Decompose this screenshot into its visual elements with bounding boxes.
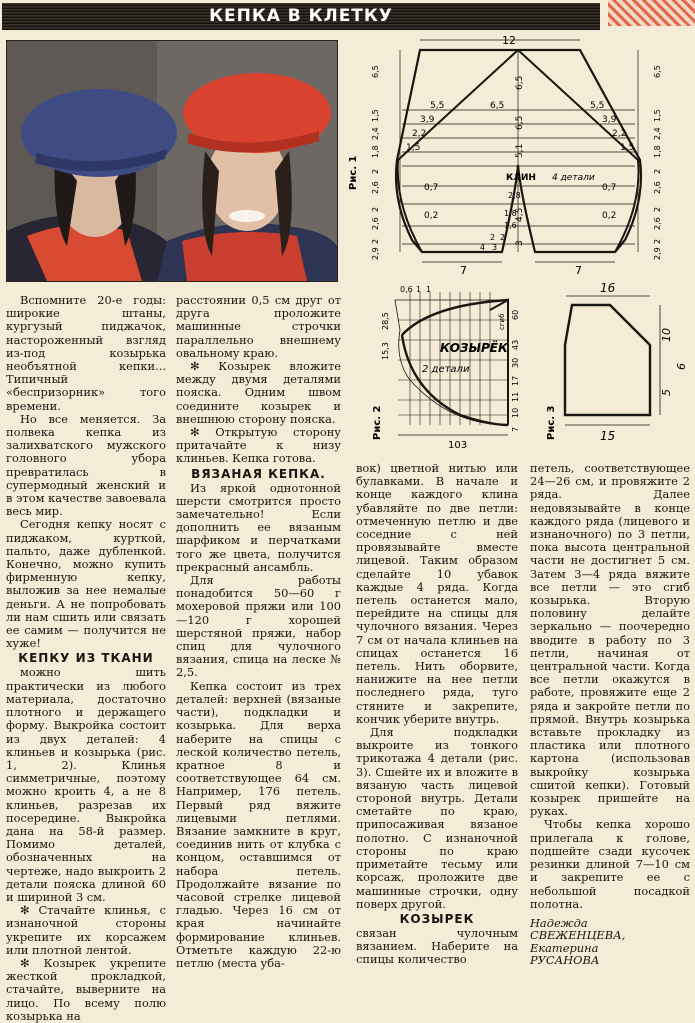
fig1-left-1: 1,5	[371, 109, 380, 122]
fig2-right-2: 30	[511, 357, 520, 368]
fig2-left-0: 28,5	[381, 312, 390, 330]
fig1-right-7: 2,6	[653, 217, 662, 230]
author-line: СВЕЖЕНЦЕВА,	[530, 928, 626, 943]
paragraph: Для работы понадобится 50—60 г мохеровой пряжи или 100—120 г хорошей шерстяной пряжи, набор спиц для чулочного вязания, спица на леске № 2,5.	[176, 573, 341, 680]
fig3-bottom: 15	[600, 429, 616, 443]
fig2-detail-label: 2 детали	[422, 364, 470, 375]
paragraph: Сегодня кепку носят с пиджаком, курткой, пальто, даже дубленкой. Конечно, можно купить фирменную кепку, выложив за нее немалые деньги. А не попробовать ли нам сшить или связать ее самим — получится не хуже!	[6, 517, 166, 651]
paragraph: Чтобы кепка хорошо прилегала к голове, подшейте сзади кусочек резинки длиной 7—10 см и закрепите ее с небольшой посадкой полотна.	[530, 817, 690, 911]
fig2-label: Рис. 2	[372, 405, 383, 440]
decorative-corner	[608, 0, 695, 26]
fig1-row1-l: 3,9	[420, 115, 435, 125]
fig1-detail-label: 4 детали	[552, 173, 595, 183]
fig3-label: Рис. 3	[546, 405, 557, 440]
fig1-right-9: 2,9	[653, 247, 662, 260]
photo-illustration	[7, 41, 337, 281]
fig1-left-6: 2	[371, 206, 380, 212]
fig3-right-top: 10	[660, 328, 673, 342]
paragraph: Вспомните 20-е годы: широкие штаны, кургузый пиджачок, настороженный взгляд из-под козырька необъятной кепки... Типичный «беспризорник» того времени.	[6, 293, 166, 413]
section-heading-fabric: КЕПКУ ИЗ ТКАНИ	[18, 651, 154, 666]
section-heading-knitted: ВЯЗАНАЯ КЕПКА.	[191, 466, 326, 481]
fig3-top: 16	[600, 281, 616, 295]
paragraph: ✻ Козырек вложите между двумя деталями пояска. Одним швом соедините козырек и внешнюю сторону пояска.	[176, 359, 341, 426]
fig1-right-6: 2	[653, 206, 662, 212]
fig1-label: Рис. 1	[348, 155, 359, 190]
fig2-left-1: 15,3	[381, 342, 390, 360]
fig2-name: КОЗЫРЁК	[440, 341, 508, 355]
paragraph: ✻ Стачайте клинья, с изнаночной стороны укрепите их корсажем или плотной лентой.	[6, 903, 166, 957]
fig1-left-4: 2	[371, 168, 380, 174]
fig1-right-2: 2,4	[653, 127, 662, 140]
fig1-right-0: 6,5	[653, 65, 662, 78]
paragraph: Для подкладки выкроите из тонкого трикотажа 4 детали (рис. 3). Сшейте их и вложите в вязаную часть лицевой стороной внутрь. Детали сметайте по краю, припосаживая вязаное полотно. С изнаночной стороны по краю приметайте тесьму или корсаж, проложите две машинные строчки, одну поверх другой.	[356, 725, 518, 911]
fig1-row1-r: 3,9	[602, 115, 617, 125]
fig2-fold: сгиб	[498, 313, 506, 330]
photo-two-women-in-caps	[6, 40, 338, 282]
right-scarf	[182, 232, 307, 281]
text-column-3	[356, 462, 518, 967]
fig1-row3-r: 1,5	[620, 143, 635, 153]
fig2-right-3: 17	[511, 375, 520, 386]
fig1-right-4: 2	[653, 168, 662, 174]
fig1-left-0: 6,5	[371, 65, 380, 78]
fig2-right-4: 11	[511, 391, 520, 402]
fig2-top-0: 0,6	[400, 285, 413, 294]
paragraph: расстоянии 0,5 см друг от друга проложите машинные строчки параллельно внешнему овальному краю.	[176, 293, 341, 360]
text-column-4	[530, 462, 690, 967]
fig1-left-9: 2,9	[371, 247, 380, 260]
text-column-1	[6, 294, 166, 1023]
pattern-drawings	[340, 30, 695, 460]
paragraph: вок) цветной нитью или булавками. В начале и конце каждого клина убавляйте по две петли: отмеченную петлю и две соседние с ней провязывайте вместе лицевой. Таким образом сделайте 10 убавок каждые 4 ряда. Когда петель останется мало, перейдите на спицы для чулочного вязания. Через 7 см от начала клиньев на спицах останется 16 петель. Нить оборвите, нанижите на нее петли последнего ряда, туго стяните и закрепите, кончик уберите внутрь.	[356, 461, 518, 726]
fig1-left-8: 2	[371, 238, 380, 244]
fig1-row0-m: 6,5	[490, 101, 505, 111]
paragraph: Но все меняется. За полвека кепка из залихватского мужского головного убора превратилась в супермодный женский и в этом качестве завоевала весь мир.	[6, 411, 166, 519]
fig1-center-2: 5,1	[515, 143, 525, 158]
fig1-left-5: 2,6	[371, 181, 380, 194]
fig2-right-0: 60	[511, 309, 520, 320]
page-title: КЕПКА В КЛЕТКУ	[209, 6, 393, 26]
author-line: Екатерина	[530, 940, 599, 955]
fig1-row2-l: 2,2	[412, 129, 427, 139]
author-line: РУСАНОВА	[530, 953, 600, 968]
fig1-bottom-left: 7	[460, 264, 467, 277]
fig1-right-3: 1,8	[653, 145, 662, 158]
section-heading-visor: КОЗЫРЕК	[399, 911, 475, 926]
fig1-wedge-3: 2	[500, 233, 506, 242]
paragraph: можно шить практически из любого материала, достаточно плотного и держащего форму. Выкройка состоит из двух деталей: 4 клиньев и козырька (рис. 1, 2). Клинья симметричные, поэтому можно кроить 4, а не 8 клиньев, разрезав их посередине. Выкройка дана на 58-й размер. Помимо деталей, обозначенных на чертеже, надо выкроить 2 детали пояска длиной 60 и шириной 3 см.	[6, 665, 166, 904]
fig1-row0-r: 5,5	[590, 101, 605, 111]
paragraph: связан чулочным вязанием. Наберите на спицы количество	[356, 925, 518, 967]
fig1-inner-0: 0,7	[424, 183, 439, 193]
fig1-center-0: 6,5	[515, 75, 525, 90]
fig1-wedge-5: 3	[492, 243, 498, 252]
fig1-left-3: 1,8	[371, 145, 380, 158]
fig1-inner-3: 0,2	[602, 211, 617, 221]
author-line: Надежда	[530, 915, 588, 930]
fig2-top-2: 1	[426, 285, 432, 294]
fig1-wedge-4: 2	[490, 233, 496, 242]
fig1-wedge-6: 4	[480, 243, 486, 252]
fig1-right-8: 2	[653, 238, 662, 244]
fig2-right-1: 43	[511, 339, 520, 350]
paragraph: ✻ Открытую сторону притачайте к низу клиньев. Кепка готова.	[176, 425, 341, 466]
fig2-right-5: 10	[511, 407, 520, 418]
fig2-top-1: 1	[416, 285, 422, 294]
fig1-row0-l: 5,5	[430, 101, 445, 111]
fig1-left-2: 2,4	[371, 127, 380, 140]
fig2-right-6: 7	[511, 426, 520, 432]
paragraph: ✻ Козырек укрепите жесткой прокладкой, стачайте, выверните на лицо. По всему полю козырька на	[6, 955, 166, 1023]
fig3-right-bottom: 5	[660, 389, 673, 396]
author-signature	[530, 917, 690, 967]
fig1-top-width: 12	[502, 34, 516, 47]
fig1-wedge-2: 1,6	[504, 221, 517, 230]
fig1-left-7: 2,6	[371, 217, 380, 230]
figure3-lining	[565, 305, 650, 415]
fig1-wedge-1: 1,8	[504, 209, 517, 218]
fig1-wedge-0: 2,8	[508, 191, 521, 200]
fig1-klin-label: КЛИН	[506, 173, 536, 183]
fig2-bottom: 103	[448, 440, 468, 451]
paragraph: петель, соответствующее 24—26 см, и провяжите 2 ряда. Далее недовязывайте в конце каждого ряда (лицевого и изнаночного) по 3 петли, пока высота центральной части не достигнет 5 см. Затем 3—4 ряда вяжите все петли — это сгиб козырька. Вторую половину делайте зеркально — поочередно вводите в работу по 3 петли, начиная от центральной части. Когда все петли окажутся в работе, провяжите еще 2 ряда и закройте петли по прямой. Внутрь козырька вставьте прокладку из пластика или плотного картона (использовав выкройку козырька сшитой кепки). Готовый козырек пришейте на руках.	[530, 461, 690, 819]
fig1-right-5: 2,6	[653, 181, 662, 194]
title-bar	[2, 3, 600, 30]
fig1-center-1: 6,5	[515, 115, 525, 130]
paragraph: Кепка состоит из трех деталей: верхней (вязаные части), подкладки и козырька. Для верха наберите на спицы с леской количество петель, кратное 8 и соответствующее 64 см. Например, 176 петель. Первый ряд вяжите лицевыми петлями. Вязание замкните в круг, соединив нить от клубка с концом, оставшимся от набора петель. Продолжайте вязание по часовой стрелке лицевой гладью. Через 16 см от края начинайте формирование клиньев. Отметьте каждую 22-ю петлю (места уба-	[176, 678, 341, 970]
fig1-row2-r: 2,2	[612, 129, 627, 139]
fig1-bottom-right: 7	[575, 264, 582, 277]
fig3-right-side: 6	[675, 363, 688, 370]
fig1-inner-2: 0,7	[602, 183, 617, 193]
fig1-center-4: 3	[515, 240, 525, 246]
fig1-right-1: 1,5	[653, 109, 662, 122]
fig1-inner-1: 0,2	[424, 211, 439, 221]
fig1-row3-l: 1,5	[406, 143, 421, 153]
paragraph: Из яркой однотонной шерсти смотрится просто замечательно! Если дополнить ее вязаным шарфиком и перчатками того же цвета, получится прекрасный ансамбль.	[176, 480, 341, 574]
text-column-2	[176, 294, 341, 970]
fig1-center-3: 4,5	[515, 207, 525, 222]
